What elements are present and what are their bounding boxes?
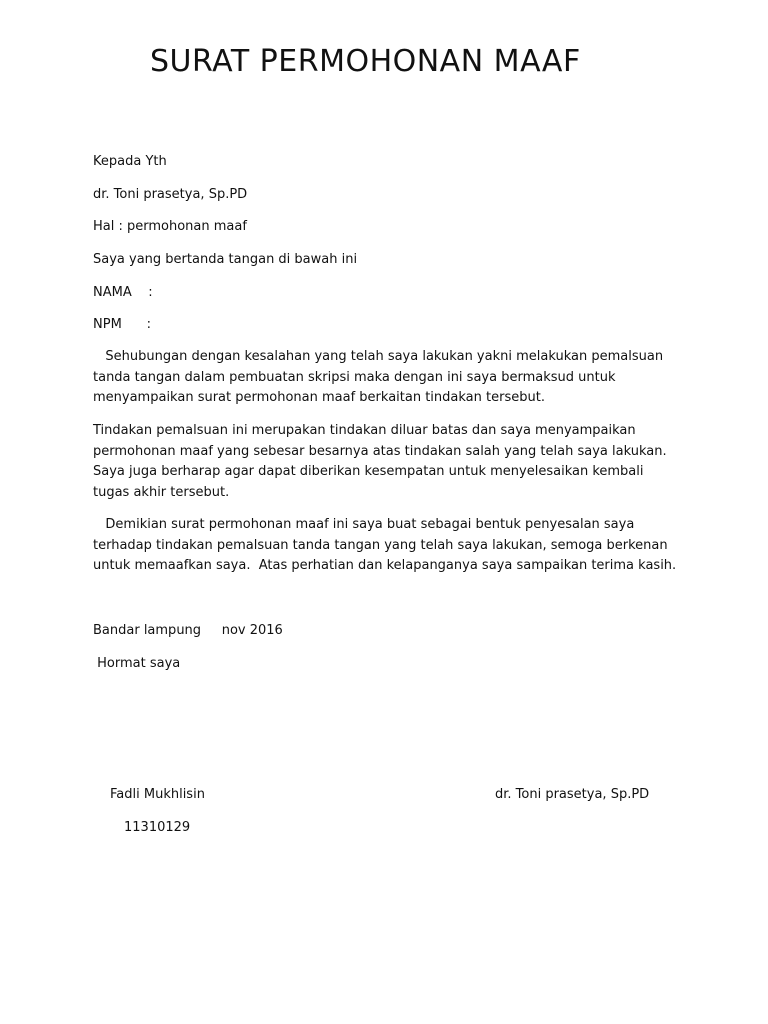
body-paragraph-2: Tindakan pemalsuan ini merupakan tindakan diluar batas dan saya menyampaikan permohonan maaf yang sebesar besarnya atas tindakan salah yang telah saya lakukan. Saya juga berharap agar dapat diberikan kesempatan untuk menyelesaikan kembali tugas akhir tersebut.	[93, 423, 671, 500]
body-paragraph-1: Sehubungan dengan kesalahan yang telah saya lakukan yakni melakukan pemalsuan tanda tangan dalam pembuatan skripsi maka dengan ini saya bermaksud untuk menyampaikan surat permohonan maaf berkaitan tindakan tersebut.	[93, 349, 668, 405]
body-paragraph-3: Demikian surat permohonan maaf ini saya buat sebagai bentuk penyesalan saya terhadap tindakan pemalsuan tanda tangan yang telah saya lakukan, semoga berkenan untuk memaafkan saya. Atas perhatian dan kelapanganya saya sampaikan terima kasih.	[93, 517, 677, 573]
subject-line: Hal : permohonan maaf	[93, 219, 247, 234]
place-date: Bandar lampung nov 2016	[93, 623, 283, 638]
intro-line: Saya yang bertanda tangan di bawah ini	[93, 252, 358, 267]
signatory-right-name: dr. Toni prasetya, Sp.PD	[495, 787, 650, 802]
signatory-left-name: Fadli Mukhlisin	[110, 787, 205, 802]
letter-title: SURAT PERMOHONAN MAAF	[150, 44, 581, 79]
recipient-label: Kepada Yth	[93, 154, 167, 169]
field-nama: NAMA :	[93, 285, 153, 300]
field-npm: NPM :	[93, 317, 151, 332]
recipient-name: dr. Toni prasetya, Sp.PD	[93, 187, 248, 202]
closing-salutation: Hormat saya	[93, 656, 181, 671]
signatory-left-id: 11310129	[124, 820, 191, 835]
